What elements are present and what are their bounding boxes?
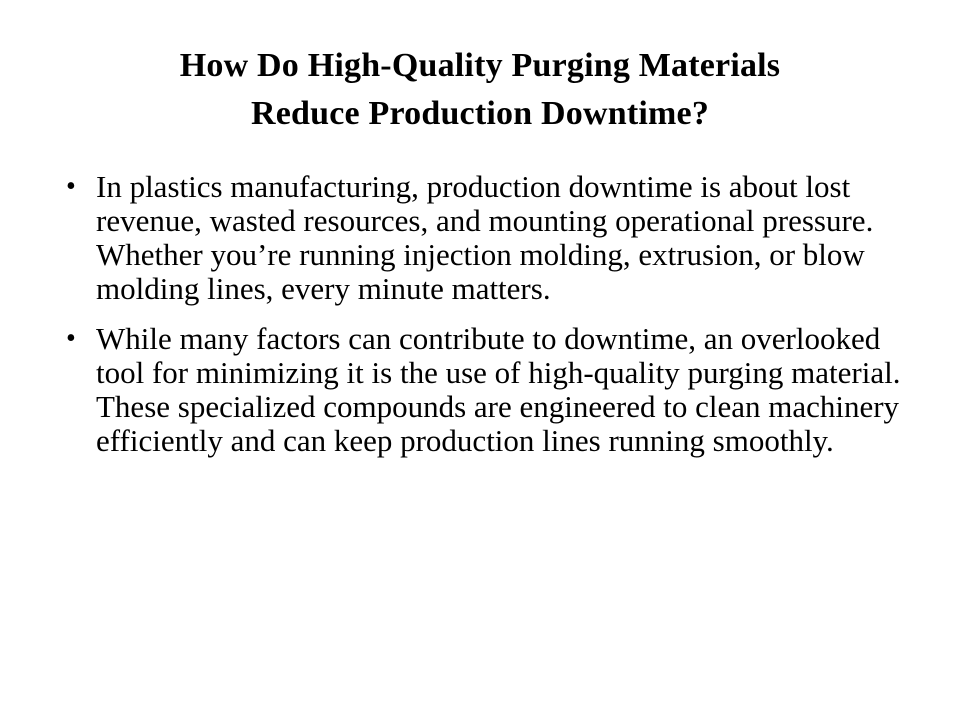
bullet-dot-icon: • [66,323,76,354]
slide-title-line-2: Reduce Production Downtime? [250,95,710,132]
bullet-text-2: While many factors can contribute to downtime, an overlooked tool for minimizing it is the use of high-quality purging material. These specialized compounds are engineered to clean machinery efficiently and can keep production lines running smoothly. [96,321,901,458]
slide-title-line-1: How Do High-Quality Purging Materials [179,47,781,84]
bullet-list [66,170,906,474]
slide-title [60,42,900,138]
bullet-text-1: In plastics manufacturing, production downtime is about lost revenue, wasted resources, and mounting operational pressure. Whether you’re running injection molding, extrusion, or blow molding lines, every minute matters. [96,169,874,306]
bullet-item-2 [66,322,906,458]
bullet-item-1 [66,170,906,306]
bullet-dot-icon: • [66,171,76,202]
